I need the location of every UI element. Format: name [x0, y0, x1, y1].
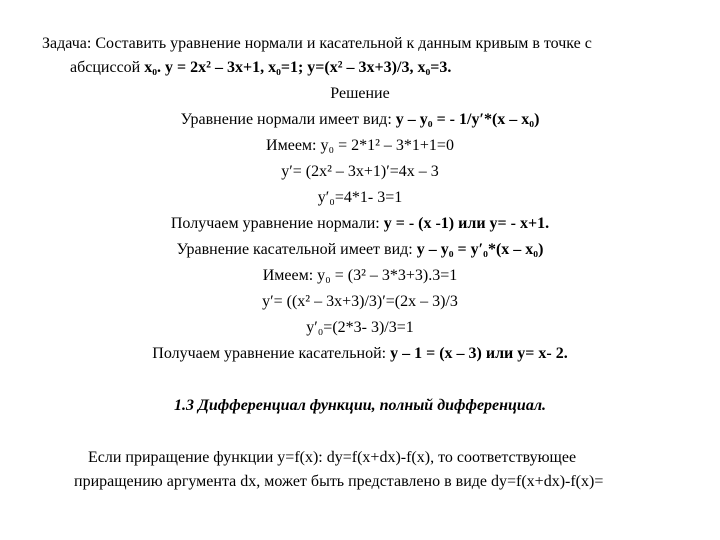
solution-header: Решение	[330, 85, 390, 102]
normal-result-label: Получаем уравнение нормали:	[170, 215, 384, 232]
tangent-form	[0, 240, 720, 260]
tangent-derivative-at-point: y′₀=(2*3- 3)/3=1	[306, 319, 414, 336]
normal-derivative-at-point: y′₀=4*1- 3=1	[317, 189, 403, 206]
normal-form	[0, 110, 720, 130]
paragraph-line-1: Если приращение функции y=f(x): dy=f(x+dx)-f(x), то соответствующее	[88, 449, 577, 466]
paragraph-line-2: приращению аргумента dx, может быть представлено в виде dy=f(x+dx)-f(x)=	[74, 473, 604, 490]
tangent-have: Имеем: y₀ = (3² – 3*3+3).3=1	[262, 267, 458, 284]
tangent-form-formula: y – y₀ = y′₀*(x – x₀)	[416, 241, 544, 258]
task-line-2-text: абсциссой	[70, 59, 145, 76]
normal-form-formula: y – y₀ = - 1/y′*(x – x₀)	[395, 111, 540, 128]
tangent-result-label: Получаем уравнение касательной:	[152, 345, 391, 362]
tangent-result-formula: y – 1 = (x – 3) или y= x- 2.	[390, 345, 568, 362]
tangent-form-label: Уравнение касательной имеет вид:	[176, 241, 417, 258]
normal-have: Имеем: y₀ = 2*1² – 3*1+1=0	[266, 137, 454, 154]
section-heading: 1.3 Дифференциал функции, полный дифференциал.	[173, 397, 547, 414]
normal-form-label: Уравнение нормали имеет вид:	[180, 111, 396, 128]
normal-derivative: y′= (2x² – 3x+1)′=4x – 3	[281, 163, 439, 180]
tangent-derivative: y′= ((x² – 3x+3)/3)′=(2x – 3)/3	[262, 293, 458, 310]
task-line-2	[70, 58, 451, 78]
tangent-result	[0, 344, 720, 364]
task-line-1: Задача: Составить уравнение нормали и касательной к данным кривым в точке с	[42, 35, 592, 52]
task-line-2-formulas: x₀. y = 2x² – 3x+1, x₀=1; y=(x² – 3x+3)/3, x₀=3.	[144, 59, 452, 76]
normal-result	[0, 214, 720, 234]
normal-result-formula: y = - (x -1) или y= - x+1.	[383, 215, 550, 232]
